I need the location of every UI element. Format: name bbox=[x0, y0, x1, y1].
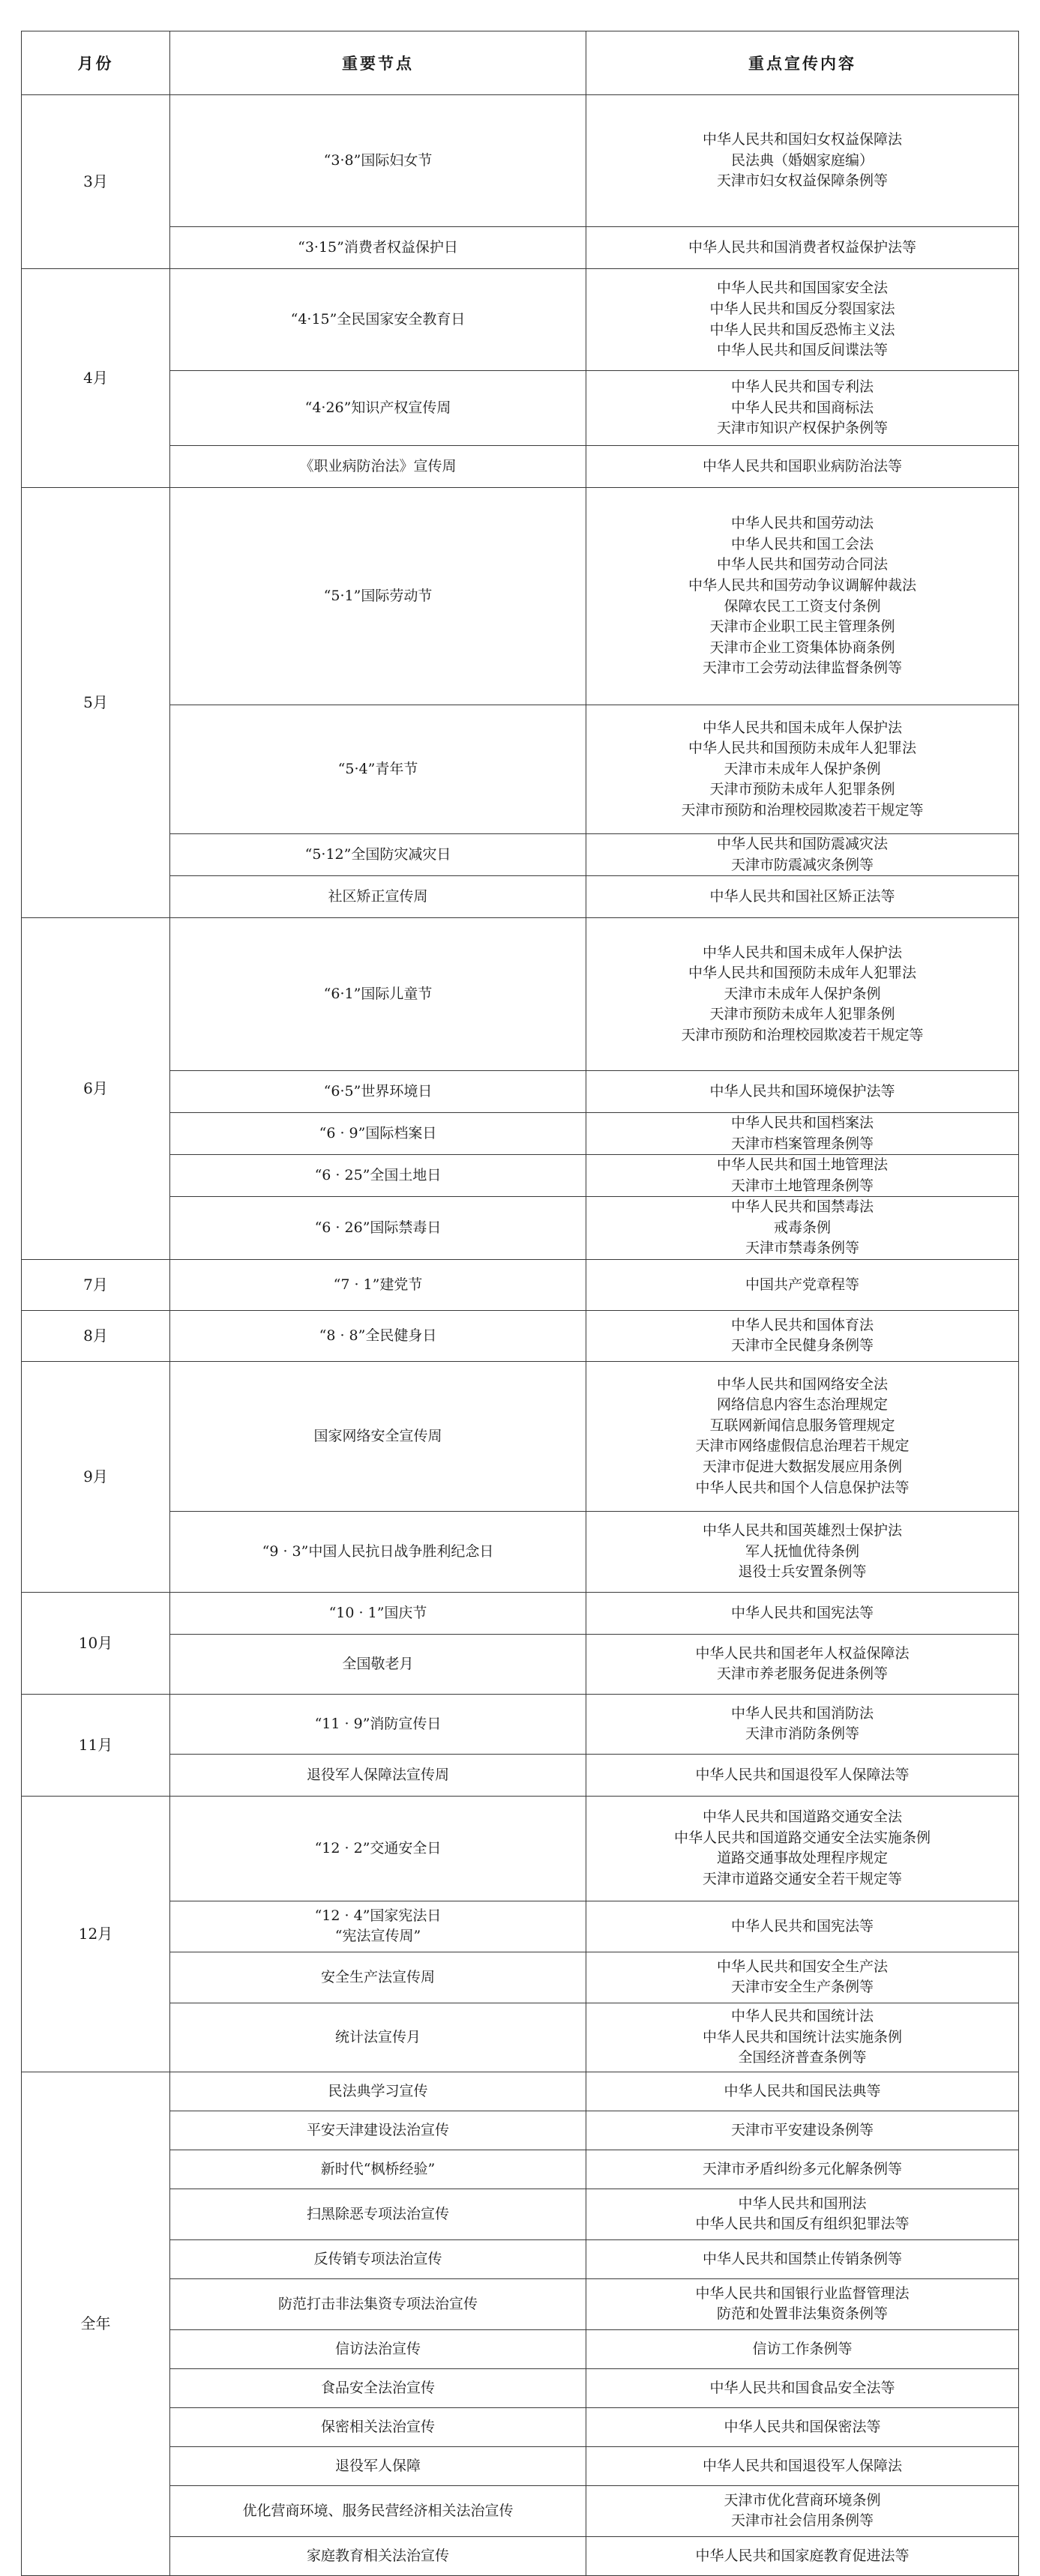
node-cell bbox=[170, 1634, 586, 1694]
content-line: 天津市平安建设条例等 bbox=[730, 2121, 874, 2138]
node-cell bbox=[170, 876, 586, 918]
content-cell bbox=[586, 705, 1019, 834]
node-cell bbox=[170, 2111, 586, 2150]
content-line: 中华人民共和国保密法等 bbox=[724, 2418, 881, 2435]
month-cell: 5月 bbox=[22, 488, 170, 918]
node-line: “10 · 1”国庆节 bbox=[328, 1604, 427, 1621]
content-line: 道路交通事故处理程序规定 bbox=[716, 1850, 888, 1867]
content-line: 天津市知识产权保护条例等 bbox=[716, 420, 888, 437]
content-line: 中华人民共和国未成年人保护法 bbox=[702, 719, 902, 736]
content-cell bbox=[586, 1071, 1019, 1113]
content-cell bbox=[586, 2407, 1019, 2446]
content-line: 中华人民共和国道路交通安全法 bbox=[702, 1809, 902, 1826]
content-cell bbox=[586, 1197, 1019, 1260]
node-cell bbox=[170, 1592, 586, 1634]
content-line: 中华人民共和国预防未成年人犯罪法 bbox=[688, 740, 916, 757]
node-cell bbox=[170, 1155, 586, 1197]
node-cell bbox=[170, 2446, 586, 2485]
node-cell bbox=[170, 2072, 586, 2111]
content-line: 天津市工会劳动法律监督条例等 bbox=[702, 660, 902, 677]
content-cell bbox=[586, 2189, 1019, 2239]
node-line: 民法典学习宣传 bbox=[328, 2082, 428, 2099]
content-cell bbox=[586, 2003, 1019, 2072]
node-cell bbox=[170, 269, 586, 371]
table-row bbox=[22, 2407, 1019, 2446]
content-line: 中华人民共和国退役军人保障法 bbox=[702, 2457, 902, 2474]
month-cell: 9月 bbox=[22, 1361, 170, 1592]
content-line: 民法典（婚姻家庭编） bbox=[730, 151, 874, 169]
content-line: 中华人民共和国环境保护法等 bbox=[709, 1082, 895, 1100]
table-row bbox=[22, 876, 1019, 918]
content-line: 中华人民共和国食品安全法等 bbox=[709, 2379, 895, 2396]
node-line: 《职业病防治法》宣传周 bbox=[299, 457, 457, 474]
content-line: 天津市矛盾纠纷多元化解条例等 bbox=[702, 2160, 902, 2177]
content-line: 中华人民共和国消费者权益保护法等 bbox=[688, 238, 916, 256]
content-line: 天津市安全生产条例等 bbox=[730, 1979, 874, 1996]
node-cell bbox=[170, 2368, 586, 2407]
content-cell bbox=[586, 1259, 1019, 1310]
table-row bbox=[22, 2446, 1019, 2485]
content-line: 中华人民共和国禁毒法 bbox=[730, 1198, 874, 1216]
table-row bbox=[22, 1511, 1019, 1592]
content-line: 互联网新闻信息服务管理规定 bbox=[709, 1417, 895, 1434]
table-row bbox=[22, 2003, 1019, 2072]
content-line: 中华人民共和国反间谍法等 bbox=[716, 342, 888, 359]
content-cell bbox=[586, 2239, 1019, 2278]
table-row bbox=[22, 2150, 1019, 2189]
table-row bbox=[22, 1694, 1019, 1754]
table-row bbox=[22, 1796, 1019, 1901]
table-row bbox=[22, 1259, 1019, 1310]
node-line: “7 · 1”建党节 bbox=[333, 1276, 423, 1293]
content-cell bbox=[586, 269, 1019, 371]
header-month: 月份 bbox=[22, 31, 170, 95]
content-line: 中华人民共和国工会法 bbox=[730, 535, 874, 552]
content-line: 中华人民共和国专利法 bbox=[730, 378, 874, 396]
content-line: 中华人民共和国刑法 bbox=[738, 2195, 867, 2212]
content-line: 天津市全民健身条例等 bbox=[730, 1337, 874, 1354]
content-line: 中华人民共和国退役军人保障法等 bbox=[695, 1766, 910, 1783]
node-line: “12 · 2”交通安全日 bbox=[314, 1839, 442, 1856]
table-row bbox=[22, 1901, 1019, 1952]
node-line: “4·26”知识产权宣传周 bbox=[304, 399, 451, 416]
node-cell bbox=[170, 834, 586, 876]
node-cell bbox=[170, 371, 586, 446]
table-row bbox=[22, 705, 1019, 834]
content-cell bbox=[586, 1634, 1019, 1694]
content-cell bbox=[586, 227, 1019, 269]
node-cell bbox=[170, 1310, 586, 1361]
content-line: 中华人民共和国职业病防治法等 bbox=[702, 457, 902, 474]
table-row bbox=[22, 446, 1019, 488]
node-line: “12 · 4”国家宪法日 bbox=[314, 1907, 442, 1924]
content-line: 中国共产党章程等 bbox=[745, 1276, 859, 1293]
content-cell bbox=[586, 1952, 1019, 2003]
table-row bbox=[22, 2072, 1019, 2111]
table-row bbox=[22, 1361, 1019, 1511]
content-line: 天津市档案管理条例等 bbox=[730, 1135, 874, 1152]
content-line: 天津市道路交通安全若干规定等 bbox=[702, 1870, 902, 1887]
content-line: 天津市养老服务促进条例等 bbox=[716, 1665, 888, 1683]
node-line: “5·12”全国防灾减灾日 bbox=[304, 845, 451, 863]
content-line: 全国经济普查条例等 bbox=[738, 2049, 867, 2066]
content-line: 退役士兵安置条例等 bbox=[738, 1563, 867, 1581]
node-line: 国家网络安全宣传周 bbox=[313, 1427, 442, 1444]
content-line: 天津市预防和治理校园欺凌若干规定等 bbox=[681, 1026, 924, 1043]
content-line: 中华人民共和国家庭教育促进法等 bbox=[695, 2547, 910, 2564]
node-cell bbox=[170, 918, 586, 1071]
content-cell bbox=[586, 2536, 1019, 2575]
node-cell bbox=[170, 2189, 586, 2239]
content-line: 信访工作条例等 bbox=[752, 2340, 853, 2357]
content-cell bbox=[586, 1310, 1019, 1361]
content-cell bbox=[586, 95, 1019, 227]
table-row bbox=[22, 2368, 1019, 2407]
content-line: 中华人民共和国英雄烈士保护法 bbox=[702, 1522, 902, 1539]
node-line: 防范打击非法集资专项法治宣传 bbox=[277, 2295, 478, 2312]
content-line: 天津市网络虚假信息治理若干规定 bbox=[695, 1438, 910, 1455]
node-line: 平安天津建设法治宣传 bbox=[306, 2121, 449, 2138]
header-node: 重要节点 bbox=[170, 31, 586, 95]
node-line: “6 · 26”国际禁毒日 bbox=[314, 1219, 442, 1236]
node-cell bbox=[170, 2485, 586, 2536]
node-line: 反传销专项法治宣传 bbox=[313, 2250, 442, 2267]
content-line: 中华人民共和国禁止传销条例等 bbox=[702, 2250, 902, 2267]
node-line: 全国敬老月 bbox=[342, 1655, 414, 1672]
content-line: 天津市优化营商环境条例 bbox=[724, 2491, 881, 2509]
node-line: “5·4”青年节 bbox=[337, 760, 418, 777]
content-line: 天津市企业职工民主管理条例 bbox=[709, 618, 895, 636]
content-line: 中华人民共和国宪法等 bbox=[730, 1604, 874, 1621]
table-row bbox=[22, 1113, 1019, 1155]
node-line: “6·5”世界环境日 bbox=[323, 1082, 433, 1100]
content-line: 中华人民共和国劳动法 bbox=[730, 515, 874, 532]
content-cell bbox=[586, 488, 1019, 705]
table-row bbox=[22, 227, 1019, 269]
node-cell bbox=[170, 1754, 586, 1796]
header-content: 重点宣传内容 bbox=[586, 31, 1019, 95]
node-cell bbox=[170, 2239, 586, 2278]
content-cell bbox=[586, 1901, 1019, 1952]
content-line: 中华人民共和国反恐怖主义法 bbox=[709, 321, 895, 338]
table-row bbox=[22, 2278, 1019, 2329]
content-cell bbox=[586, 876, 1019, 918]
table-row bbox=[22, 2189, 1019, 2239]
node-cell bbox=[170, 1796, 586, 1901]
table-row bbox=[22, 2536, 1019, 2575]
table-row bbox=[22, 2239, 1019, 2278]
node-cell bbox=[170, 2003, 586, 2072]
content-line: 中华人民共和国国家安全法 bbox=[716, 280, 888, 297]
publicity-schedule-table bbox=[21, 31, 1019, 2576]
node-cell bbox=[170, 2278, 586, 2329]
content-line: 天津市促进大数据发展应用条例 bbox=[702, 1458, 902, 1475]
content-line: 中华人民共和国统计法 bbox=[730, 2008, 874, 2025]
month-cell: 7月 bbox=[22, 1259, 170, 1310]
month-cell: 12月 bbox=[22, 1796, 170, 2072]
content-line: 中华人民共和国安全生产法 bbox=[716, 1958, 888, 1975]
content-cell bbox=[586, 2446, 1019, 2485]
content-line: 中华人民共和国预防未成年人犯罪法 bbox=[688, 965, 916, 982]
content-cell bbox=[586, 2150, 1019, 2189]
node-line: 优化营商环境、服务民营经济相关法治宣传 bbox=[242, 2502, 514, 2519]
node-line: “4·15”全民国家安全教育日 bbox=[290, 310, 466, 328]
content-cell bbox=[586, 834, 1019, 876]
node-line: “11 · 9”消防宣传日 bbox=[314, 1715, 442, 1732]
content-line: 天津市未成年人保护条例 bbox=[724, 985, 881, 1002]
content-cell bbox=[586, 2278, 1019, 2329]
content-line: 中华人民共和国劳动争议调解仲裁法 bbox=[688, 576, 916, 594]
node-line: 退役军人保障 bbox=[334, 2457, 421, 2474]
content-line: 中华人民共和国民法典等 bbox=[724, 2082, 881, 2099]
node-cell bbox=[170, 1259, 586, 1310]
content-cell bbox=[586, 2485, 1019, 2536]
table-row bbox=[22, 488, 1019, 705]
node-line: 新时代“枫桥经验” bbox=[320, 2160, 436, 2177]
node-cell bbox=[170, 2150, 586, 2189]
content-line: 天津市防震减灾条例等 bbox=[730, 856, 874, 873]
table-row bbox=[22, 1634, 1019, 1694]
content-line: 中华人民共和国反有组织犯罪法等 bbox=[695, 2215, 910, 2233]
content-line: 中华人民共和国劳动合同法 bbox=[716, 556, 888, 573]
node-cell bbox=[170, 1694, 586, 1754]
node-line: 社区矫正宣传周 bbox=[328, 887, 428, 905]
content-cell bbox=[586, 1511, 1019, 1592]
node-cell bbox=[170, 2329, 586, 2368]
node-line: “3·15”消费者权益保护日 bbox=[298, 238, 458, 256]
table-row bbox=[22, 1952, 1019, 2003]
content-line: 中华人民共和国体育法 bbox=[730, 1316, 874, 1333]
node-cell bbox=[170, 446, 586, 488]
content-line: 中华人民共和国反分裂国家法 bbox=[709, 300, 895, 317]
node-cell bbox=[170, 1071, 586, 1113]
content-line: 天津市禁毒条例等 bbox=[745, 1240, 859, 1257]
node-cell bbox=[170, 1901, 586, 1952]
content-line: 天津市社会信用条例等 bbox=[730, 2512, 874, 2530]
table-header-row bbox=[22, 31, 1019, 95]
content-line: 中华人民共和国统计法实施条例 bbox=[702, 2028, 902, 2045]
table-row bbox=[22, 1310, 1019, 1361]
month-cell: 3月 bbox=[22, 95, 170, 269]
content-line: 中华人民共和国档案法 bbox=[730, 1114, 874, 1132]
table-row bbox=[22, 834, 1019, 876]
content-line: 天津市土地管理条例等 bbox=[730, 1177, 874, 1194]
content-cell bbox=[586, 446, 1019, 488]
content-line: 天津市预防未成年人犯罪条例 bbox=[709, 781, 895, 798]
content-cell bbox=[586, 2368, 1019, 2407]
node-cell bbox=[170, 1113, 586, 1155]
month-cell: 全年 bbox=[22, 2072, 170, 2575]
content-cell bbox=[586, 1796, 1019, 1901]
content-line: 中华人民共和国土地管理法 bbox=[716, 1156, 888, 1174]
content-cell bbox=[586, 1592, 1019, 1634]
node-line: “6 · 9”国际档案日 bbox=[319, 1124, 437, 1141]
node-cell bbox=[170, 2536, 586, 2575]
content-cell bbox=[586, 1155, 1019, 1197]
node-line: 家庭教育相关法治宣传 bbox=[306, 2547, 449, 2564]
content-line: 中华人民共和国消防法 bbox=[730, 1704, 874, 1722]
content-line: 中华人民共和国老年人权益保障法 bbox=[695, 1644, 910, 1662]
table-row bbox=[22, 918, 1019, 1071]
node-line: 统计法宣传月 bbox=[334, 2028, 421, 2045]
node-cell bbox=[170, 1361, 586, 1511]
table-row bbox=[22, 2485, 1019, 2536]
node-line: “6 · 25”全国土地日 bbox=[314, 1166, 442, 1183]
content-line: 中华人民共和国宪法等 bbox=[730, 1917, 874, 1934]
content-line: 天津市预防和治理校园欺凌若干规定等 bbox=[681, 801, 924, 818]
content-line: 中华人民共和国未成年人保护法 bbox=[702, 944, 902, 961]
content-line: 天津市预防未成年人犯罪条例 bbox=[709, 1006, 895, 1023]
content-line: 天津市消防条例等 bbox=[745, 1725, 859, 1743]
node-cell bbox=[170, 705, 586, 834]
content-line: 中华人民共和国道路交通安全法实施条例 bbox=[673, 1829, 931, 1846]
node-line: 食品安全法治宣传 bbox=[320, 2379, 435, 2396]
node-cell bbox=[170, 488, 586, 705]
node-line: “6·1”国际儿童节 bbox=[323, 985, 433, 1002]
table-row bbox=[22, 371, 1019, 446]
content-cell bbox=[586, 2329, 1019, 2368]
table-row bbox=[22, 1592, 1019, 1634]
content-cell bbox=[586, 918, 1019, 1071]
table-row bbox=[22, 95, 1019, 227]
table-row bbox=[22, 269, 1019, 371]
content-line: 中华人民共和国商标法 bbox=[730, 399, 874, 416]
node-line: “8 · 8”全民健身日 bbox=[319, 1327, 437, 1344]
content-line: 天津市未成年人保护条例 bbox=[724, 760, 881, 777]
table-row bbox=[22, 1754, 1019, 1796]
table-row bbox=[22, 1155, 1019, 1197]
content-line: 中华人民共和国网络安全法 bbox=[716, 1375, 888, 1393]
node-line: “5·1”国际劳动节 bbox=[323, 587, 433, 604]
content-cell bbox=[586, 1694, 1019, 1754]
node-cell bbox=[170, 1197, 586, 1260]
content-line: 防范和处置非法集资条例等 bbox=[716, 2305, 888, 2323]
content-cell bbox=[586, 2111, 1019, 2150]
node-cell bbox=[170, 1952, 586, 2003]
content-line: 中华人民共和国社区矫正法等 bbox=[709, 887, 895, 905]
node-line: 扫黑除恶专项法治宣传 bbox=[306, 2205, 449, 2222]
content-line: 中华人民共和国妇女权益保障法 bbox=[702, 131, 902, 148]
node-cell bbox=[170, 227, 586, 269]
node-line: “9 · 3”中国人民抗日战争胜利纪念日 bbox=[262, 1542, 494, 1560]
month-cell: 11月 bbox=[22, 1694, 170, 1796]
content-line: 天津市企业工资集体协商条例 bbox=[709, 639, 895, 656]
node-line: 保密相关法治宣传 bbox=[320, 2418, 435, 2435]
content-cell bbox=[586, 2072, 1019, 2111]
node-line: 安全生产法宣传周 bbox=[320, 1968, 435, 1985]
content-cell bbox=[586, 1754, 1019, 1796]
month-cell: 6月 bbox=[22, 918, 170, 1260]
node-cell bbox=[170, 95, 586, 227]
month-cell: 8月 bbox=[22, 1310, 170, 1361]
node-line: “3·8”国际妇女节 bbox=[323, 151, 433, 169]
content-cell bbox=[586, 371, 1019, 446]
content-line: 中华人民共和国个人信息保护法等 bbox=[695, 1479, 910, 1496]
node-cell bbox=[170, 2407, 586, 2446]
table-row bbox=[22, 2111, 1019, 2150]
content-cell bbox=[586, 1113, 1019, 1155]
node-line: 退役军人保障法宣传周 bbox=[306, 1766, 449, 1783]
node-cell bbox=[170, 1511, 586, 1592]
month-cell: 4月 bbox=[22, 269, 170, 488]
node-line: “宪法宣传周” bbox=[334, 1928, 421, 1945]
table-row bbox=[22, 2329, 1019, 2368]
content-line: 戒毒条例 bbox=[773, 1219, 831, 1236]
node-line: 信访法治宣传 bbox=[334, 2340, 421, 2357]
content-line: 中华人民共和国防震减灾法 bbox=[716, 836, 888, 852]
table-row bbox=[22, 1071, 1019, 1113]
content-line: 中华人民共和国银行业监督管理法 bbox=[695, 2284, 910, 2302]
content-line: 天津市妇女权益保障条例等 bbox=[716, 172, 888, 190]
content-line: 保障农民工工资支付条例 bbox=[724, 597, 881, 615]
table-row bbox=[22, 1197, 1019, 1260]
content-cell bbox=[586, 1361, 1019, 1511]
content-line: 军人抚恤优待条例 bbox=[745, 1542, 859, 1560]
month-cell: 10月 bbox=[22, 1592, 170, 1694]
content-line: 网络信息内容生态治理规定 bbox=[716, 1396, 888, 1414]
